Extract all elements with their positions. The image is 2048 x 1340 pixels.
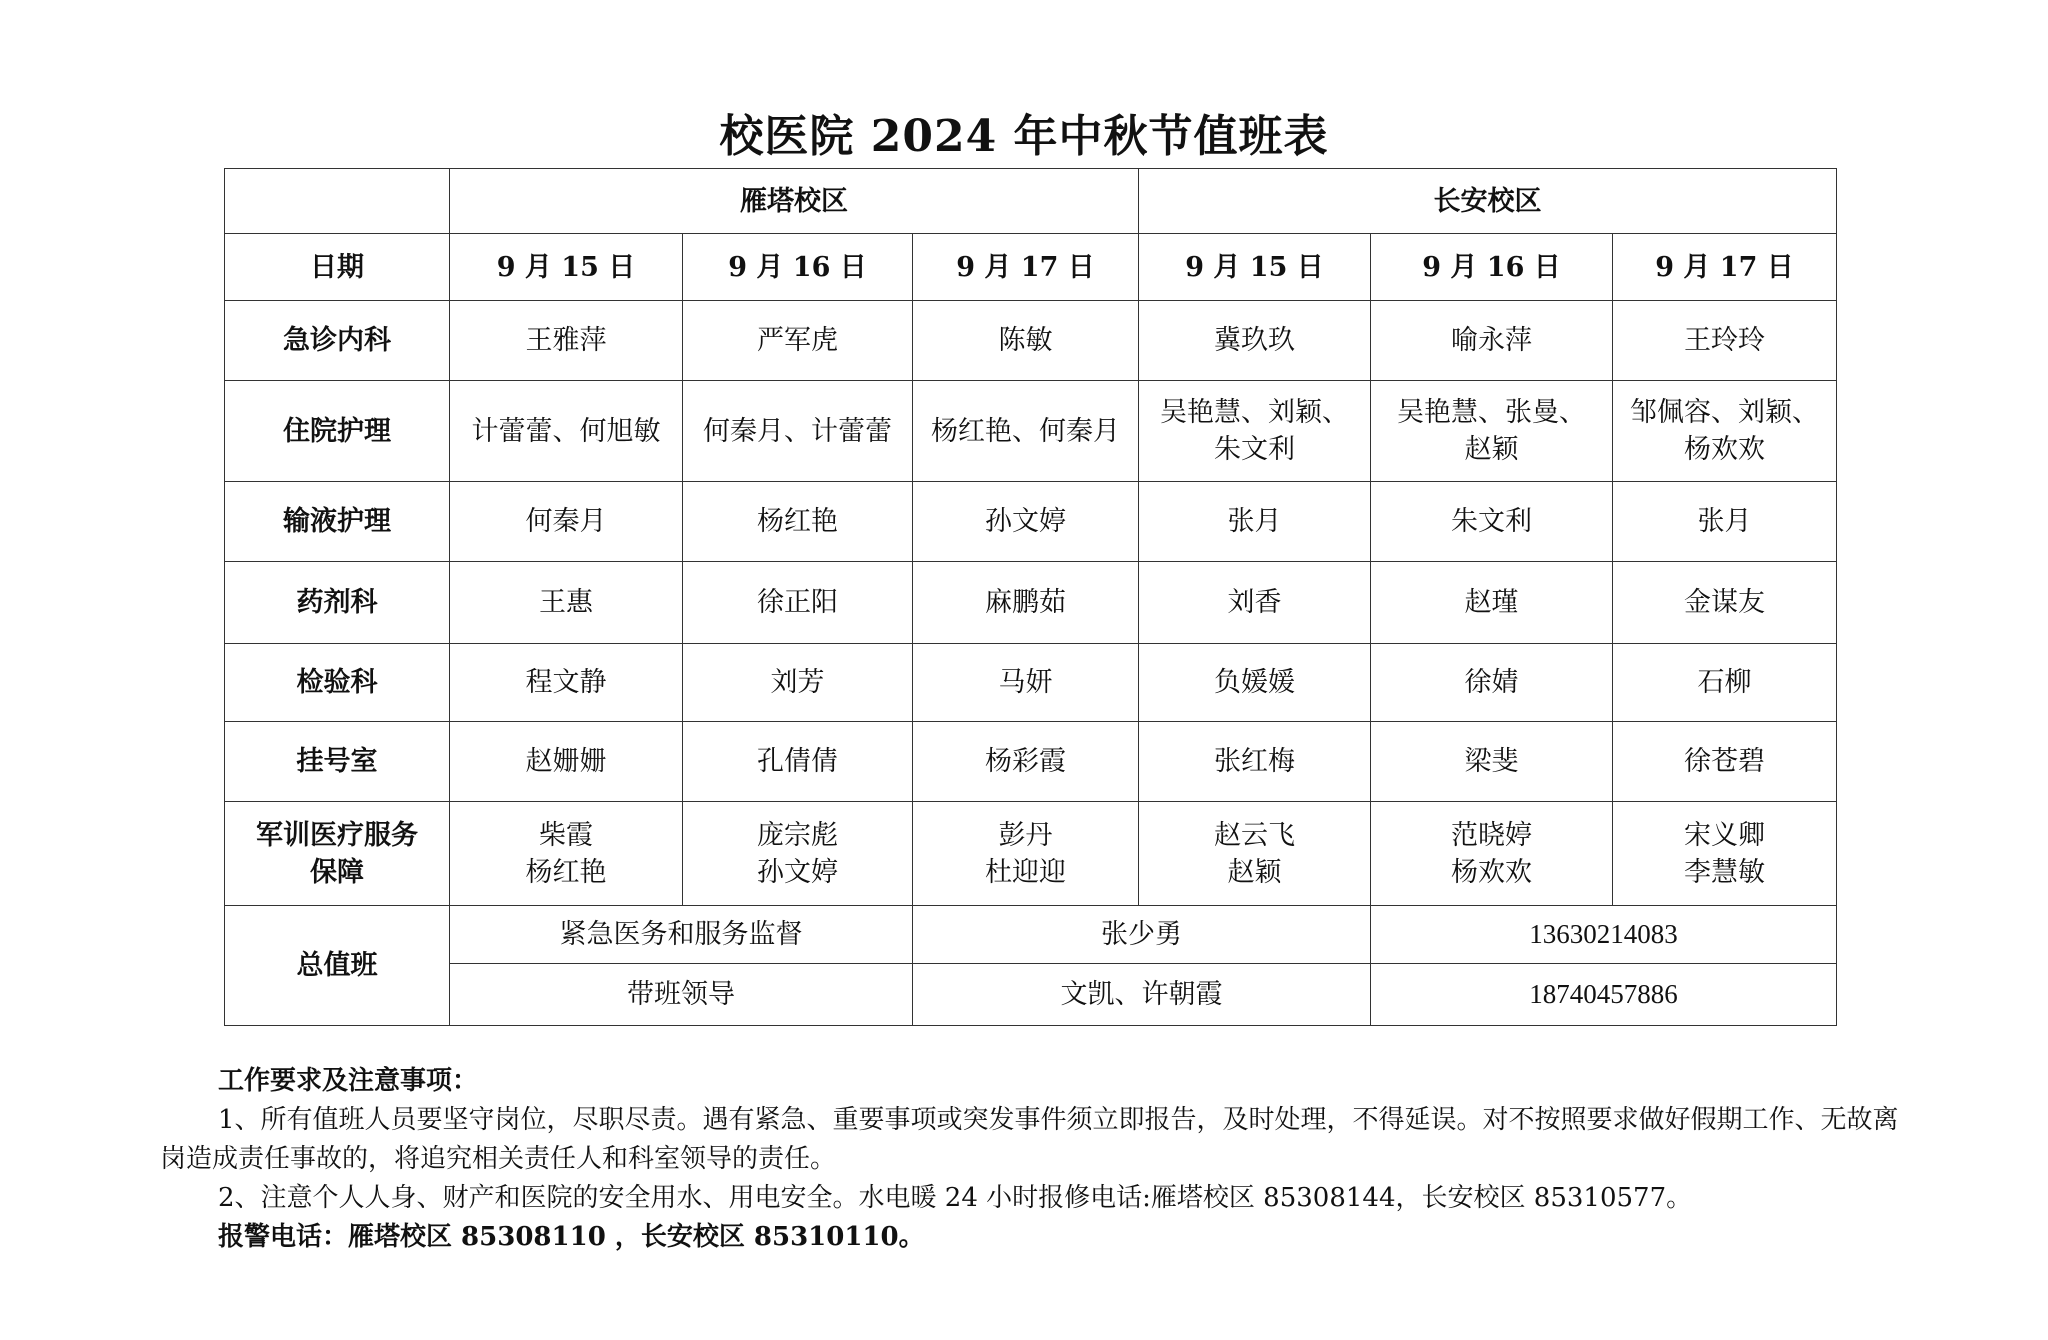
staff-cell-text: 何秦月、计蕾蕾 <box>703 415 892 447</box>
staff-cell <box>1613 562 1837 644</box>
duty-role <box>450 964 913 1026</box>
staff-cell <box>450 301 683 381</box>
notes-heading: 工作要求及注意事项： <box>218 1066 479 1096</box>
staff-cell <box>1613 644 1837 722</box>
department-name <box>225 722 450 802</box>
staff-cell <box>1613 301 1837 381</box>
notes-item-1: 1、所有值班人员要坚守岗位，尽职尽责。遇有紧急、重要事项或突发事件须立即报告，及时处理，不得延误。对不按照要求做好假期工作、无故离岗造成责任事故的，将追究相关责任人和科室领导的责任。 <box>160 1105 1899 1174</box>
staff-cell <box>683 722 913 802</box>
department-name <box>225 562 450 644</box>
staff-cell-text: 杨红艳、何秦月 <box>931 415 1120 447</box>
staff-cell <box>1139 562 1371 644</box>
staff-cell-text: 杨红艳 <box>757 506 838 537</box>
staff-cell-text: 陈敏 <box>998 325 1053 356</box>
department-row <box>225 562 1837 644</box>
staff-cell <box>450 722 683 802</box>
staff-cell-text: 吴艳慧、刘颖、 <box>1160 397 1349 428</box>
staff-cell <box>1613 722 1837 802</box>
duty-phone-text: 18740457886 <box>1529 979 1678 1009</box>
general-duty-label <box>225 906 450 1026</box>
staff-cell <box>450 644 683 722</box>
staff-cell <box>1371 301 1613 381</box>
date-label <box>225 234 450 301</box>
staff-cell <box>1139 381 1371 482</box>
campus-header-row <box>225 169 1837 234</box>
campus-changan <box>1139 169 1837 234</box>
general-duty-row <box>225 906 1837 964</box>
duty-role-text: 带班领导 <box>627 979 735 1010</box>
staff-cell-text: 杨欢欢 <box>1451 856 1532 888</box>
staff-cell-text: 何秦月 <box>525 506 607 537</box>
notes-section <box>160 1062 1900 1257</box>
staff-cell-text: 王雅萍 <box>525 325 607 356</box>
staff-cell-text: 马妍 <box>998 667 1053 698</box>
staff-cell-text: 徐婧 <box>1464 667 1519 698</box>
staff-cell-text: 孔倩倩 <box>757 746 838 777</box>
campus-changan-text: 长安校区 <box>1433 185 1542 217</box>
department-row <box>225 301 1837 381</box>
staff-cell-text: 徐苍碧 <box>1684 746 1765 777</box>
staff-cell-text: 张月 <box>1697 506 1752 537</box>
staff-cell-text: 赵云飞 <box>1214 819 1295 851</box>
date-cell-text: 9 月 16 日 <box>728 251 867 283</box>
staff-cell <box>1371 802 1613 906</box>
staff-cell-text: 负媛媛 <box>1214 667 1295 698</box>
duty-role-text: 紧急医务和服务监督 <box>559 919 803 950</box>
duty-role <box>450 906 913 964</box>
staff-cell <box>1139 301 1371 381</box>
department-name-text: 输液护理 <box>283 506 391 537</box>
department-name-text: 住院护理 <box>283 415 391 447</box>
staff-cell-text: 杜迎迎 <box>985 856 1066 888</box>
staff-cell-text: 刘芳 <box>770 667 825 698</box>
date-row <box>225 234 1837 301</box>
staff-cell-text: 徐正阳 <box>757 587 838 618</box>
staff-cell <box>683 802 913 906</box>
staff-cell-text: 麻鹏茹 <box>985 587 1066 618</box>
duty-phone <box>1371 906 1837 964</box>
duty-phone <box>1371 964 1837 1026</box>
duty-person <box>913 906 1371 964</box>
alarm-phones: 报警电话：雁塔校区 85308110 ，长安校区 85310110。 <box>218 1222 925 1252</box>
staff-cell <box>683 644 913 722</box>
department-name <box>225 482 450 562</box>
department-name <box>225 381 450 482</box>
date-cell <box>683 234 913 301</box>
general-duty-row <box>225 964 1837 1026</box>
date-cell-text: 9 月 17 日 <box>1655 251 1794 283</box>
staff-cell-text: 杨欢欢 <box>1684 434 1765 465</box>
staff-cell <box>913 562 1139 644</box>
staff-cell <box>1139 482 1371 562</box>
staff-cell-text: 计蕾蕾、何旭敏 <box>471 415 661 447</box>
department-row <box>225 482 1837 562</box>
staff-cell-text: 柴霞 <box>539 819 593 851</box>
staff-cell-text: 梁斐 <box>1464 746 1519 777</box>
department-name <box>225 802 450 906</box>
date-cell-text: 9 月 15 日 <box>496 251 636 283</box>
staff-cell <box>450 562 683 644</box>
corner-cell <box>225 169 450 234</box>
staff-cell-text: 张红梅 <box>1214 746 1295 777</box>
date-cell <box>450 234 683 301</box>
staff-cell <box>1371 644 1613 722</box>
staff-cell <box>1371 562 1613 644</box>
department-name-text: 急诊内科 <box>283 325 391 356</box>
department-name-text: 药剂科 <box>296 587 378 618</box>
staff-cell <box>1139 802 1371 906</box>
staff-cell <box>683 381 913 482</box>
staff-cell <box>913 802 1139 906</box>
staff-cell <box>913 722 1139 802</box>
department-row <box>225 644 1837 722</box>
staff-cell-text: 朱文利 <box>1451 506 1532 537</box>
staff-cell <box>1139 644 1371 722</box>
staff-cell <box>683 301 913 381</box>
duty-table <box>224 168 1837 1026</box>
date-cell <box>913 234 1139 301</box>
staff-cell-text: 庞宗彪 <box>757 819 838 851</box>
staff-cell-text: 宋义卿 <box>1684 819 1765 851</box>
staff-cell-text: 王惠 <box>539 587 593 618</box>
staff-cell <box>683 562 913 644</box>
general-duty-label-text: 总值班 <box>296 950 378 981</box>
staff-cell-text: 邹佩容、刘颖、 <box>1630 397 1819 428</box>
staff-cell-text: 赵颖 <box>1464 434 1519 465</box>
staff-cell <box>1371 722 1613 802</box>
staff-cell <box>1371 381 1613 482</box>
duty-phone-text: 13630214083 <box>1529 919 1678 949</box>
staff-cell-text: 吴艳慧、张曼、 <box>1397 397 1586 428</box>
date-cell <box>1613 234 1837 301</box>
campus-yanta-text: 雁塔校区 <box>740 185 848 217</box>
staff-cell-text: 彭丹 <box>998 819 1053 851</box>
staff-cell <box>450 381 683 482</box>
staff-cell-text: 赵姗姗 <box>525 746 607 777</box>
staff-cell-text: 刘香 <box>1227 587 1282 618</box>
staff-cell-text: 冀玖玖 <box>1214 325 1295 356</box>
staff-cell <box>1613 482 1837 562</box>
staff-cell <box>683 482 913 562</box>
date-cell-text: 9 月 16 日 <box>1422 251 1561 283</box>
staff-cell-text: 石柳 <box>1697 667 1752 698</box>
campus-yanta <box>450 169 1139 234</box>
department-name <box>225 644 450 722</box>
staff-cell-text: 孙文婷 <box>757 856 838 888</box>
staff-cell <box>450 482 683 562</box>
staff-cell-text: 范晓婷 <box>1451 819 1532 851</box>
staff-cell <box>450 802 683 906</box>
staff-cell-text: 孙文婷 <box>985 506 1066 537</box>
department-name-text: 检验科 <box>296 667 378 698</box>
staff-cell <box>1613 381 1837 482</box>
department-name-text: 保障 <box>310 856 364 888</box>
department-row <box>225 722 1837 802</box>
staff-cell-text: 朱文利 <box>1214 434 1295 465</box>
page-title: 校医院 2024 年中秋节值班表 <box>719 111 1329 162</box>
date-cell-text: 9 月 17 日 <box>956 251 1095 283</box>
department-row <box>225 381 1837 482</box>
date-label-text: 日期 <box>310 251 364 283</box>
staff-cell-text: 李慧敏 <box>1684 856 1765 888</box>
staff-cell <box>913 482 1139 562</box>
department-name <box>225 301 450 381</box>
staff-cell-text: 程文静 <box>525 667 607 698</box>
staff-cell-text: 金谋友 <box>1684 587 1765 618</box>
staff-cell-text: 赵瑾 <box>1464 587 1519 618</box>
department-row <box>225 802 1837 906</box>
staff-cell <box>1139 722 1371 802</box>
staff-cell-text: 赵颖 <box>1227 856 1282 888</box>
staff-cell-text: 杨彩霞 <box>985 746 1066 777</box>
staff-cell-text: 杨红艳 <box>525 856 607 888</box>
date-cell <box>1139 234 1371 301</box>
department-name-text: 军训医疗服务 <box>256 819 418 851</box>
date-cell <box>1371 234 1613 301</box>
staff-cell <box>1371 482 1613 562</box>
staff-cell <box>1613 802 1837 906</box>
date-cell-text: 9 月 15 日 <box>1185 251 1324 283</box>
staff-cell-text: 王玲玲 <box>1684 325 1765 356</box>
staff-cell-text: 张月 <box>1227 506 1282 537</box>
staff-cell <box>913 381 1139 482</box>
duty-person <box>913 964 1371 1026</box>
staff-cell-text: 喻永萍 <box>1451 325 1532 356</box>
staff-cell-text: 严军虎 <box>757 325 838 356</box>
notes-item-2: 2、注意个人人身、财产和医院的安全用水、用电安全。水电暖 24 小时报修电话:雁塔校区 85308144，长安校区 85310577。 <box>218 1183 1693 1213</box>
staff-cell <box>913 301 1139 381</box>
duty-person-text: 张少勇 <box>1101 919 1182 950</box>
department-name-text: 挂号室 <box>296 746 378 777</box>
staff-cell <box>913 644 1139 722</box>
duty-person-text: 文凯、许朝霞 <box>1060 979 1223 1010</box>
